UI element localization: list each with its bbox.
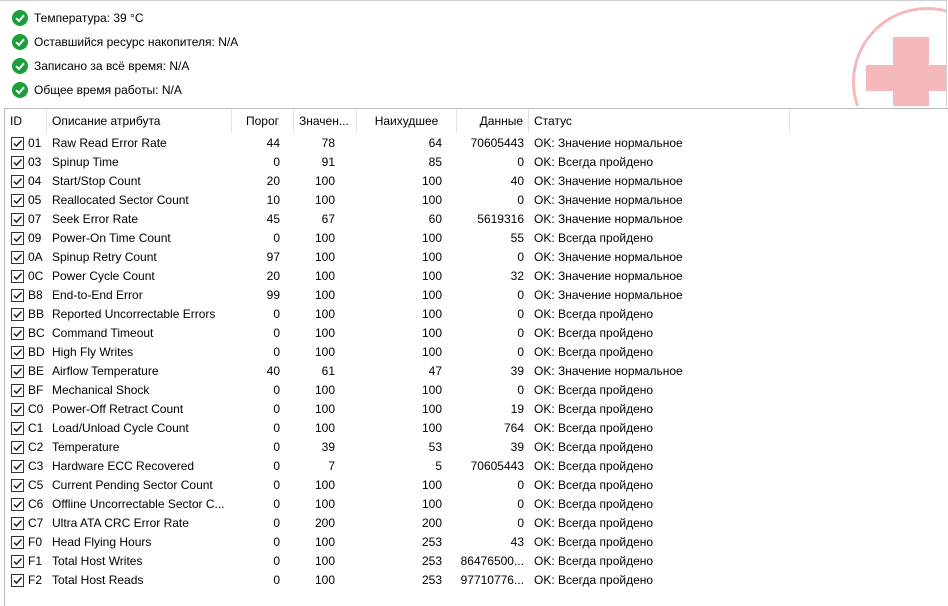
- attribute-worst: 100: [421, 326, 442, 340]
- attribute-status: OK: Значение нормальное: [534, 269, 683, 283]
- attribute-checkbox[interactable]: [11, 555, 24, 568]
- attribute-value: 100: [314, 231, 335, 245]
- attribute-name: Head Flying Hours: [52, 535, 152, 549]
- attribute-id: F2: [28, 573, 43, 587]
- attribute-status: OK: Всегда пройдено: [534, 554, 654, 568]
- attribute-checkbox[interactable]: [11, 327, 24, 340]
- attribute-checkbox[interactable]: [11, 422, 24, 435]
- attribute-name: Temperature: [52, 440, 120, 454]
- attribute-value: 78: [321, 136, 335, 150]
- attribute-worst: 100: [421, 383, 442, 397]
- smart-attributes-table: [4, 108, 948, 606]
- attribute-status: OK: Значение нормальное: [534, 193, 683, 207]
- attribute-value: 100: [314, 535, 335, 549]
- attribute-threshold: 10: [266, 193, 280, 207]
- attribute-threshold: 0: [273, 497, 280, 511]
- table-row[interactable]: [5, 153, 948, 172]
- attribute-id: 0C: [28, 269, 44, 283]
- attribute-worst: 47: [428, 364, 442, 378]
- attribute-worst: 253: [421, 554, 442, 568]
- attribute-raw-data: 40: [510, 174, 524, 188]
- attribute-checkbox[interactable]: [11, 156, 24, 169]
- attribute-name: Mechanical Shock: [52, 383, 150, 397]
- attribute-name: End-to-End Error: [52, 288, 143, 302]
- summary-item-label: Температура: 39 °C: [34, 11, 144, 25]
- attribute-raw-data: 0: [517, 383, 524, 397]
- attribute-worst: 85: [428, 155, 442, 169]
- attribute-value: 100: [314, 383, 335, 397]
- attribute-status: OK: Значение нормальное: [534, 288, 683, 302]
- summary-item-label: Записано за всё время: N/A: [34, 59, 190, 73]
- attribute-value: 100: [314, 573, 335, 587]
- attribute-value: 100: [314, 288, 335, 302]
- column-header-threshold[interactable]: Порог: [232, 109, 294, 133]
- summary-item: [12, 8, 144, 28]
- attribute-name: Power-On Time Count: [52, 231, 171, 245]
- attribute-raw-data: 0: [517, 497, 524, 511]
- attribute-name: Command Timeout: [52, 326, 154, 340]
- attribute-raw-data: 70605443: [470, 459, 524, 473]
- attribute-worst: 100: [421, 250, 442, 264]
- attribute-name: Current Pending Sector Count: [52, 478, 213, 492]
- attribute-worst: 100: [421, 269, 442, 283]
- attribute-raw-data: 55: [510, 231, 524, 245]
- attribute-status: OK: Всегда пройдено: [534, 326, 654, 340]
- attribute-threshold: 0: [273, 326, 280, 340]
- attribute-raw-data: 97710776...: [460, 573, 524, 587]
- attribute-id: BF: [28, 383, 44, 397]
- summary-item: [12, 32, 238, 52]
- attribute-status: OK: Значение нормальное: [534, 136, 683, 150]
- attribute-id: C7: [28, 516, 44, 530]
- attribute-threshold: 40: [266, 364, 280, 378]
- attribute-threshold: 0: [273, 345, 280, 359]
- attribute-checkbox[interactable]: [11, 384, 24, 397]
- attribute-id: 05: [28, 193, 42, 207]
- attribute-value: 7: [328, 459, 335, 473]
- attribute-name: Spinup Time: [52, 155, 119, 169]
- table-row[interactable]: [5, 533, 948, 552]
- attribute-value: 39: [321, 440, 335, 454]
- attribute-id: B8: [28, 288, 43, 302]
- attribute-name: Power-Off Retract Count: [52, 402, 184, 416]
- attribute-checkbox[interactable]: [11, 346, 24, 359]
- attribute-value: 100: [314, 421, 335, 435]
- table-row[interactable]: [5, 248, 948, 267]
- attribute-name: Total Host Writes: [52, 554, 143, 568]
- attribute-worst: 100: [421, 307, 442, 321]
- attribute-worst: 253: [421, 535, 442, 549]
- table-row[interactable]: [5, 362, 948, 381]
- column-header-value[interactable]: Значен...: [294, 109, 357, 133]
- attribute-checkbox[interactable]: [11, 213, 24, 226]
- attribute-worst: 100: [421, 193, 442, 207]
- attribute-raw-data: 764: [503, 421, 524, 435]
- attribute-name: Power Cycle Count: [52, 269, 155, 283]
- attribute-raw-data: 39: [510, 364, 524, 378]
- attribute-name: Seek Error Rate: [52, 212, 139, 226]
- attribute-id: F1: [28, 554, 43, 568]
- attribute-checkbox[interactable]: [11, 517, 24, 530]
- attribute-raw-data: 0: [517, 307, 524, 321]
- attribute-status: OK: Всегда пройдено: [534, 307, 654, 321]
- attribute-raw-data: 0: [517, 345, 524, 359]
- attribute-id: 09: [28, 231, 42, 245]
- attribute-checkbox[interactable]: [11, 403, 24, 416]
- attribute-threshold: 0: [273, 573, 280, 587]
- summary-item: [12, 56, 189, 76]
- attribute-value: 100: [314, 326, 335, 340]
- attribute-status: OK: Всегда пройдено: [534, 478, 654, 492]
- attribute-value: 100: [314, 497, 335, 511]
- attribute-worst: 100: [421, 478, 442, 492]
- table-row[interactable]: [5, 457, 948, 476]
- attribute-value: 100: [314, 478, 335, 492]
- attribute-checkbox[interactable]: [11, 175, 24, 188]
- attribute-status: OK: Всегда пройдено: [534, 383, 654, 397]
- summary-item: [12, 80, 182, 100]
- attribute-raw-data: 19: [510, 402, 524, 416]
- health-summary-panel: [0, 0, 947, 106]
- attribute-threshold: 0: [273, 231, 280, 245]
- attribute-worst: 100: [421, 288, 442, 302]
- attribute-name: Spinup Retry Count: [52, 250, 157, 264]
- attribute-threshold: 0: [273, 155, 280, 169]
- attribute-status: OK: Всегда пройдено: [534, 440, 654, 454]
- table-row[interactable]: [5, 514, 948, 533]
- attribute-id: C6: [28, 497, 44, 511]
- attribute-id: C0: [28, 402, 44, 416]
- attribute-raw-data: 0: [517, 288, 524, 302]
- attribute-raw-data: 0: [517, 516, 524, 530]
- attribute-name: Raw Read Error Rate: [52, 136, 167, 150]
- attribute-status: OK: Значение нормальное: [534, 250, 683, 264]
- attribute-worst: 53: [428, 440, 442, 454]
- attribute-id: 03: [28, 155, 42, 169]
- attribute-worst: 100: [421, 402, 442, 416]
- attribute-checkbox[interactable]: [11, 460, 24, 473]
- attribute-threshold: 99: [266, 288, 280, 302]
- column-header-name[interactable]: Описание атрибута: [47, 109, 232, 133]
- table-row[interactable]: [5, 495, 948, 514]
- attribute-id: C2: [28, 440, 44, 454]
- table-row[interactable]: [5, 210, 948, 229]
- attribute-value: 91: [321, 155, 335, 169]
- attribute-checkbox[interactable]: [11, 498, 24, 511]
- attribute-worst: 5: [435, 459, 442, 473]
- attribute-threshold: 97: [266, 250, 280, 264]
- column-header-raw[interactable]: Данные: [457, 109, 529, 133]
- attribute-status: OK: Значение нормальное: [534, 212, 683, 226]
- check-circle-icon: [12, 82, 28, 98]
- attribute-threshold: 0: [273, 440, 280, 454]
- attribute-value: 100: [314, 250, 335, 264]
- attribute-checkbox[interactable]: [11, 270, 24, 283]
- attribute-id: BC: [28, 326, 45, 340]
- attribute-status: OK: Всегда пройдено: [534, 402, 654, 416]
- table-row[interactable]: [5, 267, 948, 286]
- attribute-threshold: 0: [273, 402, 280, 416]
- attribute-id: F0: [28, 535, 43, 549]
- attribute-worst: 60: [428, 212, 442, 226]
- attribute-checkbox[interactable]: [11, 137, 24, 150]
- attribute-status: OK: Всегда пройдено: [534, 421, 654, 435]
- attribute-status: OK: Значение нормальное: [534, 174, 683, 188]
- attribute-value: 67: [321, 212, 335, 226]
- table-row[interactable]: [5, 381, 948, 400]
- attribute-name: Total Host Reads: [52, 573, 144, 587]
- attribute-name: High Fly Writes: [52, 345, 134, 359]
- attribute-worst: 200: [421, 516, 442, 530]
- attribute-threshold: 0: [273, 383, 280, 397]
- attribute-status: OK: Всегда пройдено: [534, 516, 654, 530]
- attribute-name: Offline Uncorrectable Sector C...: [52, 497, 225, 511]
- check-circle-icon: [12, 34, 28, 50]
- attribute-worst: 253: [421, 573, 442, 587]
- table-row[interactable]: [5, 552, 948, 571]
- attribute-id: 04: [28, 174, 42, 188]
- attribute-checkbox[interactable]: [11, 308, 24, 321]
- attribute-status: OK: Всегда пройдено: [534, 231, 654, 245]
- attribute-threshold: 20: [266, 269, 280, 283]
- table-row[interactable]: [5, 343, 948, 362]
- column-header-worst[interactable]: Наихудшее: [357, 109, 457, 133]
- attribute-threshold: 20: [266, 174, 280, 188]
- attribute-name: Airflow Temperature: [52, 364, 159, 378]
- attribute-raw-data: 86476500...: [460, 554, 524, 568]
- attribute-value: 100: [314, 307, 335, 321]
- table-row[interactable]: [5, 419, 948, 438]
- attribute-id: BD: [28, 345, 45, 359]
- table-row[interactable]: [5, 229, 948, 248]
- attribute-raw-data: 0: [517, 326, 524, 340]
- check-circle-icon: [12, 58, 28, 74]
- attribute-status: OK: Всегда пройдено: [534, 155, 654, 169]
- table-row[interactable]: [5, 400, 948, 419]
- attribute-threshold: 0: [273, 421, 280, 435]
- attribute-id: C3: [28, 459, 44, 473]
- health-plus-icon-bar: [866, 65, 947, 91]
- attribute-id: C5: [28, 478, 44, 492]
- summary-item-label: Оставшийся ресурс накопителя: N/A: [34, 35, 239, 49]
- attribute-name: Start/Stop Count: [52, 174, 141, 188]
- attribute-worst: 100: [421, 174, 442, 188]
- column-header-id[interactable]: ID: [5, 109, 47, 133]
- attribute-threshold: 45: [266, 212, 280, 226]
- table-row[interactable]: [5, 438, 948, 457]
- attribute-value: 100: [314, 402, 335, 416]
- attribute-id: BB: [28, 307, 45, 321]
- attribute-value: 100: [314, 174, 335, 188]
- attribute-worst: 100: [421, 421, 442, 435]
- attribute-checkbox[interactable]: [11, 574, 24, 587]
- attribute-threshold: 0: [273, 307, 280, 321]
- attribute-threshold: 0: [273, 535, 280, 549]
- attribute-raw-data: 0: [517, 193, 524, 207]
- attribute-value: 100: [314, 193, 335, 207]
- attribute-checkbox[interactable]: [11, 536, 24, 549]
- attribute-threshold: 0: [273, 554, 280, 568]
- attribute-raw-data: 32: [510, 269, 524, 283]
- attribute-name: Hardware ECC Recovered: [52, 459, 195, 473]
- table-row[interactable]: [5, 476, 948, 495]
- attribute-checkbox[interactable]: [11, 479, 24, 492]
- attribute-raw-data: 0: [517, 478, 524, 492]
- attribute-raw-data: 43: [510, 535, 524, 549]
- attribute-value: 61: [321, 364, 335, 378]
- check-circle-icon: [12, 10, 28, 26]
- attribute-status: OK: Значение нормальное: [534, 364, 683, 378]
- attribute-status: OK: Всегда пройдено: [534, 345, 654, 359]
- attribute-checkbox[interactable]: [11, 251, 24, 264]
- attribute-value: 100: [314, 554, 335, 568]
- attribute-threshold: 0: [273, 478, 280, 492]
- table-header: [5, 109, 948, 133]
- table-row[interactable]: [5, 134, 948, 153]
- attribute-status: OK: Всегда пройдено: [534, 459, 654, 473]
- attribute-id: BE: [28, 364, 45, 378]
- attribute-worst: 100: [421, 497, 442, 511]
- summary-item-label: Общее время работы: N/A: [34, 83, 182, 97]
- attribute-value: 200: [314, 516, 335, 530]
- attribute-threshold: 0: [273, 459, 280, 473]
- attribute-worst: 64: [428, 136, 442, 150]
- attribute-status: OK: Всегда пройдено: [534, 535, 654, 549]
- attribute-name: Reallocated Sector Count: [52, 193, 189, 207]
- attribute-value: 100: [314, 269, 335, 283]
- table-row[interactable]: [5, 286, 948, 305]
- attribute-checkbox[interactable]: [11, 365, 24, 378]
- table-row[interactable]: [5, 305, 948, 324]
- attribute-worst: 100: [421, 345, 442, 359]
- table-row[interactable]: [5, 324, 948, 343]
- attribute-id: C1: [28, 421, 44, 435]
- attribute-checkbox[interactable]: [11, 194, 24, 207]
- attribute-id: 0A: [28, 250, 43, 264]
- attribute-name: Load/Unload Cycle Count: [52, 421, 189, 435]
- attribute-worst: 100: [421, 231, 442, 245]
- table-row[interactable]: [5, 191, 948, 210]
- attribute-raw-data: 0: [517, 250, 524, 264]
- attribute-checkbox[interactable]: [11, 232, 24, 245]
- attribute-status: OK: Всегда пройдено: [534, 497, 654, 511]
- attribute-raw-data: 0: [517, 155, 524, 169]
- attribute-name: Ultra ATA CRC Error Rate: [52, 516, 189, 530]
- attribute-id: 07: [28, 212, 42, 226]
- attribute-raw-data: 70605443: [470, 136, 524, 150]
- attribute-status: OK: Всегда пройдено: [534, 573, 654, 587]
- attribute-checkbox[interactable]: [11, 289, 24, 302]
- attribute-value: 100: [314, 345, 335, 359]
- table-row[interactable]: [5, 571, 948, 590]
- attribute-checkbox[interactable]: [11, 441, 24, 454]
- attribute-threshold: 44: [266, 136, 280, 150]
- attribute-raw-data: 39: [510, 440, 524, 454]
- attribute-name: Reported Uncorrectable Errors: [52, 307, 216, 321]
- attribute-id: 01: [28, 136, 42, 150]
- column-header-status[interactable]: Статус: [529, 109, 790, 133]
- attribute-threshold: 0: [273, 516, 280, 530]
- attribute-raw-data: 5619316: [477, 212, 524, 226]
- table-row[interactable]: [5, 172, 948, 191]
